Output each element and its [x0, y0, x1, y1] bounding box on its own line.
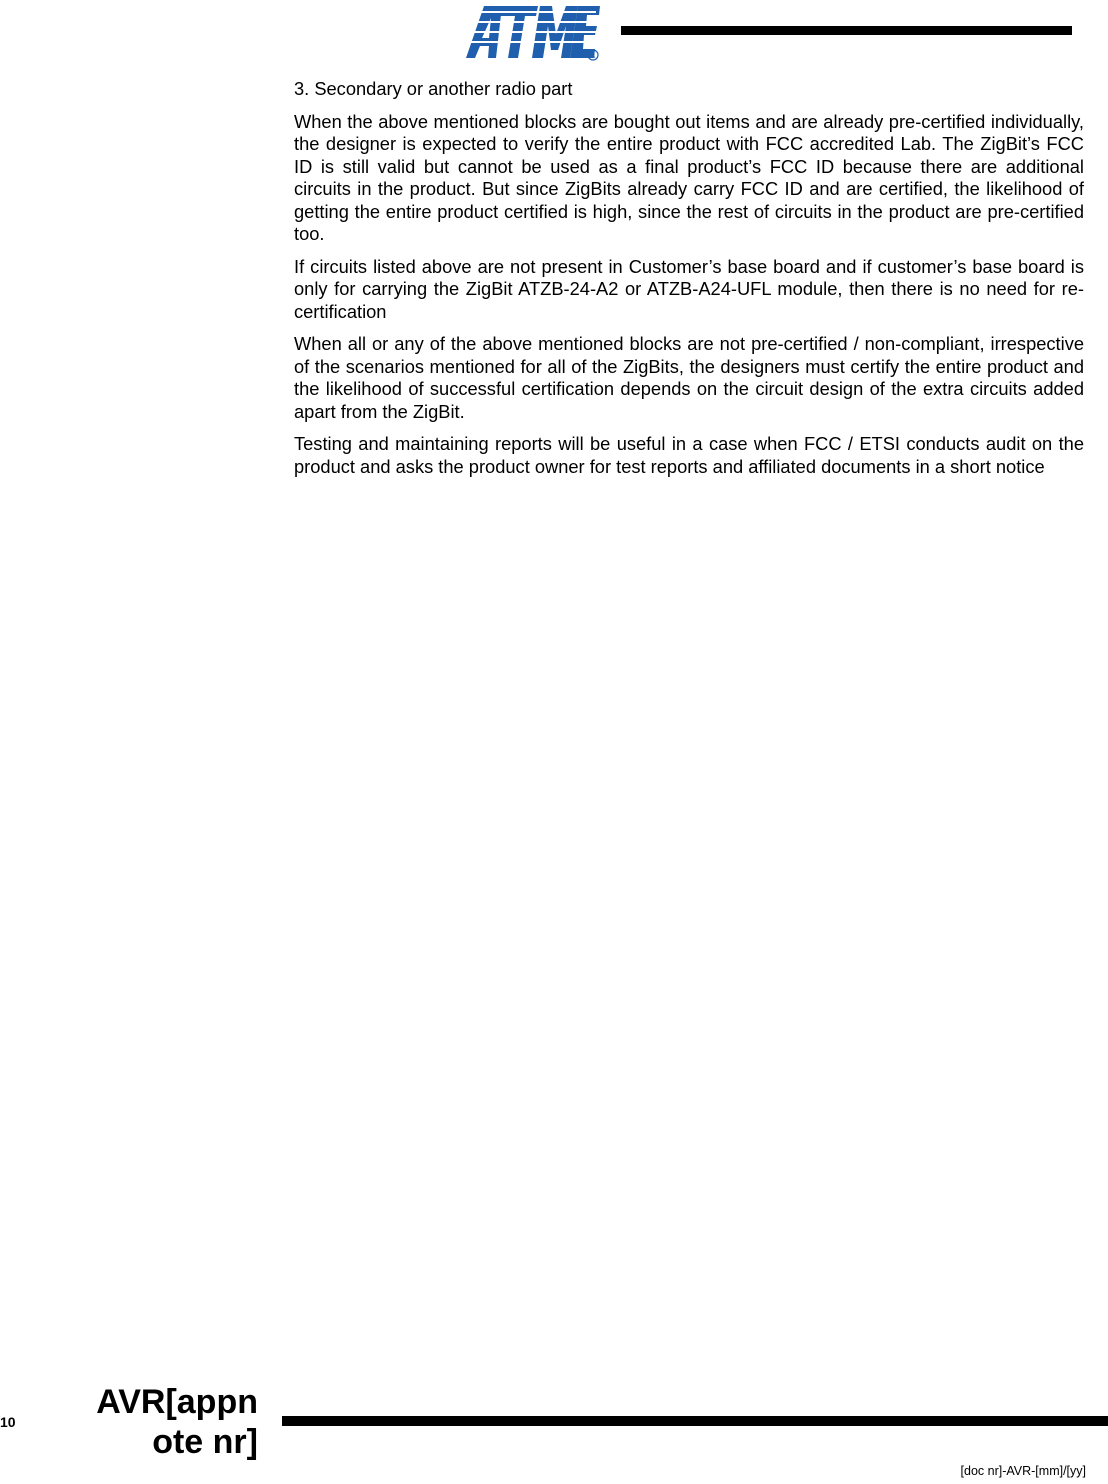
paragraph-fcc-precertified: When the above mentioned blocks are bought out items and are already pre-certified individually, the designer is expected to verify the entire product with FCC accredited Lab. The ZigBit’s FCC ID is still valid but cannot be used as a final product’s FCC ID because there are additional circuits in the product. But since ZigBits already carry FCC ID and are certified, the likelihood of getting the entire product certified is high, since the rest of circuits in the product are pre-certified too. — [294, 110, 1084, 244]
footer-title-line-2: ote nr] — [152, 1423, 258, 1461]
paragraph-no-recertification: If circuits listed above are not present in Customer’s base board and if customer’s base board is only for carrying the ZigBit ATZB-24-A2 or ATZB-A24-UFL module, then there is no need for re-certification — [294, 255, 1084, 322]
atmel-logo-graphic — [462, 0, 602, 62]
svg-text:R: R — [590, 52, 596, 60]
paragraph-test-reports: Testing and maintaining reports will be useful in a case when FCC / ETSI conducts audit on the product and asks the product owner for test reports and affiliated documents in a short notice — [294, 433, 1084, 477]
header-rule — [621, 26, 1072, 35]
paragraph-list-item: 3. Secondary or another radio part — [294, 78, 573, 99]
footer-rule — [282, 1416, 1108, 1426]
footer-document-title — [40, 1382, 258, 1462]
page-number: 10 — [0, 1414, 16, 1430]
body-content — [294, 78, 1084, 488]
footer-title-line-1: AVR[appn — [96, 1383, 258, 1421]
atmel-logo — [462, 0, 602, 62]
document-reference: [doc nr]-AVR-[mm]/[yy] — [960, 1464, 1086, 1478]
paragraph-non-compliant: When all or any of the above mentioned blocks are not pre-certified / non-compliant, irrespective of the scenarios mentioned for all of the ZigBits, the designers must certify the entire product and the likelihood of successful certification depends on the circuit design of the extra circuits added apart from the ZigBit. — [294, 333, 1084, 422]
